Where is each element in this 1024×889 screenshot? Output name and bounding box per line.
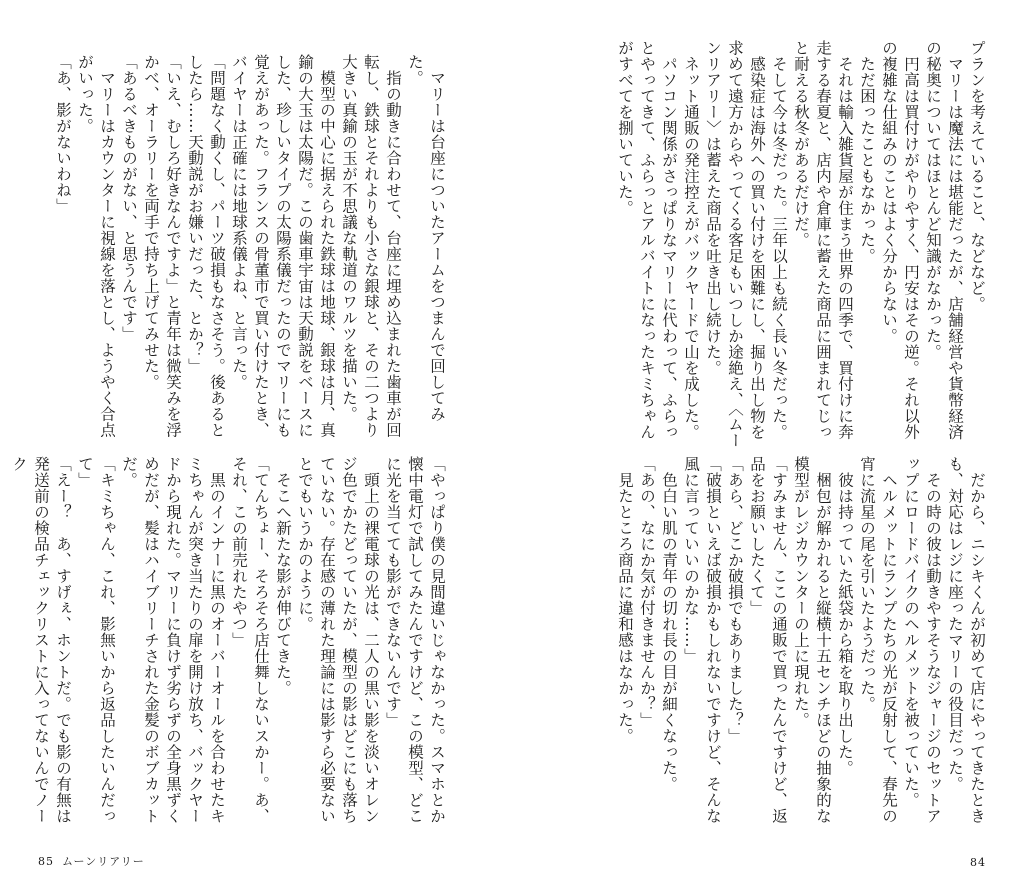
paragraph: 「すみません、ここの通販で買ったんですけど、返品をお願いしたくて」: [748, 456, 788, 824]
paragraph: 「あるべきものがない、と思うんです」: [120, 54, 138, 342]
paragraph: 「あの、なにか気が付きませんか？」: [638, 456, 656, 728]
paragraph: そして今は冬だった。三年以上も続く長い冬だった。: [770, 55, 788, 440]
page-85-upper-text: [36, 54, 448, 452]
paragraph: 「てんちょー、そろそろ店仕舞しないスかー。あ、それ、この前売れたやつ」: [230, 456, 270, 824]
paragraph: 彼は持っていた紙袋から箱を取り出した。: [836, 471, 854, 776]
paragraph: 「いえ、むしろ好きなんですよ」と青年は微笑みを浮かべ、オーラリーを両手で持ち上げてみせた。: [142, 54, 182, 438]
paragraph: そこへ新たな影が伸びてきた。: [274, 471, 292, 696]
paragraph: 「やっぱり僕の見間違いじゃなかった。スマホとか懐中電灯で試してみたんですけど、この模型、どこに光を当てても影ができないんです」: [384, 456, 446, 824]
paragraph: 色白い肌の青年の切れ長の目が細くなった。: [660, 471, 678, 792]
paragraph: マリーはカウンターに視線を落とし、ようやく合点がいった。: [76, 54, 116, 438]
page-84-upper-text: [576, 40, 988, 450]
paragraph: 「キミちゃん、これ、影無いから返品したいんだって」: [76, 456, 116, 824]
running-title: ムーンリアリー: [62, 855, 145, 868]
paragraph: 感染症は海外への買い付けを困難にし、掘り出し物を求めて遠方からやってくる客足もいつしか途絶え、〈ムーンリアリー〉は蓄えた商品を吐き出し続けた。: [704, 40, 766, 449]
paragraph: その時の彼は動きやすそうなジャージのセットアップにロードバイクのヘルメットを被っていた。: [902, 456, 942, 824]
paragraph: 「えー？ あ、すげぇ、ホントだ。でも影の有無は発送前の検品チェックリストに入ってないんでノーク: [10, 456, 72, 824]
paragraph: 「破損といえば破損かもしれないですけど、そんな風に言っていいのかな……」: [682, 456, 722, 824]
paragraph: 黒のインナーに黒のオーバーオールを合わせたキミちゃんが突き当たりの扉を開け放ち、バックヤードから現れた。マリーに負けず劣らずの全身黒ずくめだが、髪はハイブリーチされた金髪のボブカットだ。: [120, 456, 226, 824]
paragraph: パソコン関係がさっぱりなマリーに代わって、ふらっとやってきて、ふらっとアルバイトになったキミちゃんがすべてを捌いていた。: [616, 40, 678, 440]
paragraph: マリーは台座についたアームをつまんで回してみた。: [406, 54, 446, 422]
paragraph: 梱包が解かれると縦横十五センチほどの抽象的な模型がレジカウンターの上に現れた。: [792, 456, 832, 824]
page-84-footer: [970, 856, 986, 869]
paragraph: 頭上の裸電球の光は、二人の黒い影を淡いオレンジ色でかたどっていたが、模型の影はどこにも落ちていない。存在感の薄れた理論には影すら必要ないとでもいうかのように。: [296, 456, 380, 824]
paragraph: それは輸入雑貨屋が住まう世界の四季で、買付けに奔走する春夏と、店内や倉庫に蓄えた商品に囲まれてじっと耐える秋冬があるだけだ。: [792, 40, 854, 440]
paragraph: 指の動きに合わせて、台座に埋め込まれた歯車が回転し、鉄球とそれよりも小さな銀球と、その二つより大きい真鍮の玉が不思議な軌道のワルツを描いた。: [340, 54, 402, 438]
paragraph: だから、ニシキくんが初めて店にやってきたときも、対応はレジに座ったマリーの役目だった。: [946, 456, 986, 824]
paragraph: 「あら、どこか破損でもありました？」: [726, 456, 744, 744]
paragraph: プランを考えていること、などなど。: [968, 40, 986, 312]
paragraph: マリーは魔法には堪能だったが、店舗経営や貨幣経済の秘奥についてはほとんど知識がなかった。: [924, 40, 964, 440]
paragraph: 円高は買付けがやりやすく、円安はその逆。それ以外の複雑な仕組みのことはよく分からない。: [880, 40, 920, 440]
paragraph: ネット通販の発注控えがバックヤードで山を成した。: [682, 55, 700, 440]
page-85-lower-text: [10, 456, 448, 834]
paragraph: ただ困ったこともなかった。: [858, 55, 876, 264]
paragraph: 模型の中心に据えられた鉄球は地球、銀球は月、真鍮の大玉は太陽だ。この歯車宇宙は天動説をベースにした、珍しいタイプの太陽系儀だったのでマリーにも覚えがあった。フランスの骨董市で買い付けたとき、バイヤーは正確には地球系儀よね、と言った。: [230, 54, 336, 438]
paragraph: 「あ、影がないわね」: [54, 54, 72, 214]
page-85-footer: [38, 853, 145, 869]
paragraph: 「問題なく動くし、パーツ破損もなさそう。後あるとしたら……天動説がお嫌いだった、とか？」: [186, 54, 226, 438]
paragraph: 見たところ商品に違和感はなかった。: [616, 471, 634, 744]
page-number: 84: [970, 856, 986, 869]
page-number: 85: [38, 855, 54, 868]
page-84-lower-text: [576, 456, 988, 834]
paragraph: ヘルメットにランプたちの光が反射して、春先の宵に流星の尾を引いたようだった。: [858, 456, 898, 824]
